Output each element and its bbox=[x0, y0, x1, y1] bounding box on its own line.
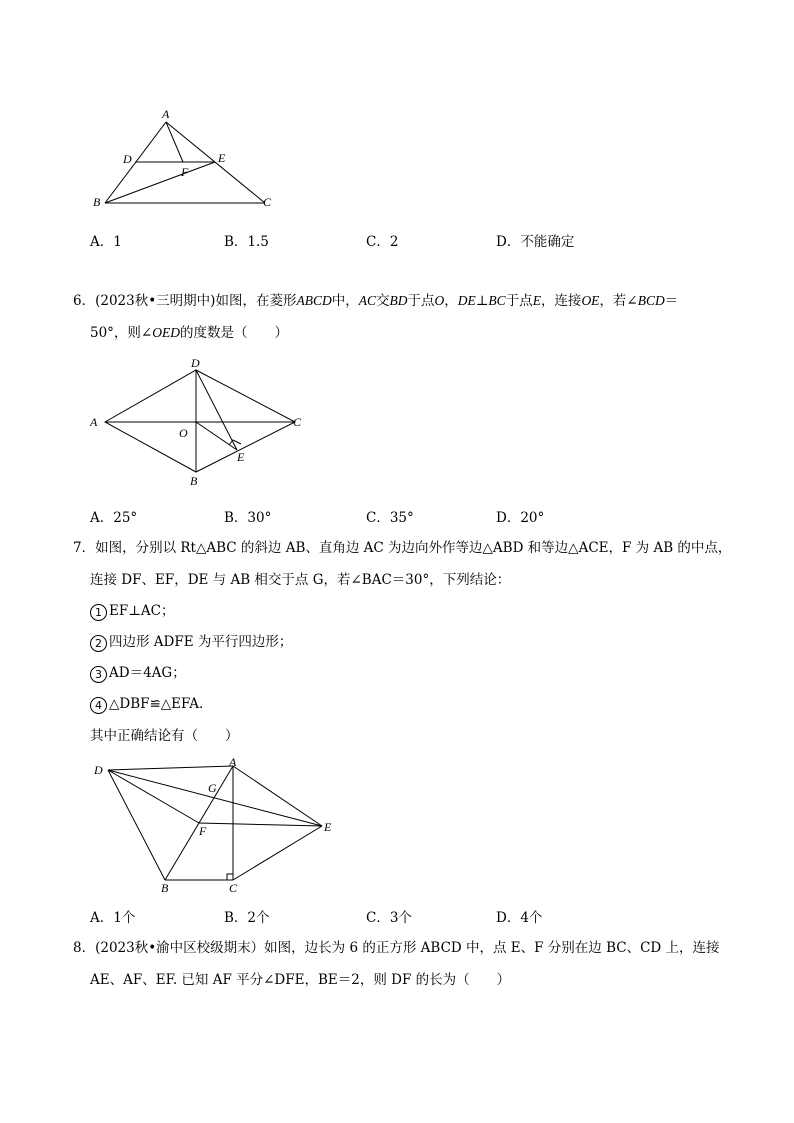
q6-line-oe bbox=[196, 422, 237, 450]
q7-figure bbox=[85, 752, 345, 897]
q6-var: OE bbox=[581, 293, 600, 308]
q5-label-b: B bbox=[93, 195, 101, 209]
q7-conclusion-text: AD＝4AG； bbox=[109, 665, 186, 681]
circled-number-2-icon: 2 bbox=[90, 635, 107, 652]
q6-var: ABCD bbox=[296, 293, 332, 308]
q6-var: E bbox=[532, 293, 541, 308]
q7-right-angle-mark bbox=[227, 874, 233, 880]
q5-label-d: D bbox=[123, 152, 132, 166]
q8-stem-text1: (2023秋•渝中区校级期末）如图，边长为 6 的正方形 ABCD 中，点 E、F 分别在边 BC、CD 上，连接 bbox=[95, 940, 720, 956]
q6-var: O bbox=[434, 293, 445, 308]
q6-label-e: E bbox=[237, 450, 245, 464]
q8-stem-line1 bbox=[73, 938, 720, 958]
q6-line-de bbox=[196, 370, 237, 450]
q8-stem-line2: AE、AF、EF. 已知 AF 平分∠DFE，BE＝2，则 DF 的长为（ ） bbox=[90, 972, 511, 988]
q7-line-de bbox=[108, 770, 322, 826]
circled-number-3-icon: 3 bbox=[90, 666, 107, 683]
q5-label-c: C bbox=[263, 195, 272, 209]
q5-option-b: B．1.5 bbox=[224, 234, 269, 250]
q6-right-angle-mark bbox=[229, 440, 241, 445]
q7-conclusion-text: 四边形 ADFE 为平行四边形； bbox=[109, 634, 293, 650]
q6-option-d: D．20° bbox=[496, 510, 545, 526]
q7-label-d: D bbox=[94, 763, 103, 777]
q6-var: OED bbox=[152, 325, 180, 340]
q6-label-b: B bbox=[190, 474, 198, 488]
q5-option-a: A．1 bbox=[90, 234, 122, 250]
q7-label-a: A bbox=[229, 755, 237, 769]
q6-var: BC bbox=[488, 293, 506, 308]
q5-label-a: A bbox=[162, 107, 170, 121]
q6-var: BCD bbox=[637, 293, 665, 308]
q6-text: 于点 bbox=[505, 293, 533, 309]
circled-number-1-icon: 1 bbox=[90, 604, 107, 621]
q6-option-b: B．30° bbox=[224, 510, 272, 526]
q5-label-f: F bbox=[181, 165, 189, 179]
q6-text: 交 bbox=[375, 293, 390, 309]
q7-label-g: G bbox=[208, 781, 217, 795]
q7-line-ce bbox=[233, 826, 322, 880]
q7-option-a: A．1个 bbox=[90, 910, 136, 926]
q6-var: DE bbox=[457, 293, 476, 308]
q5-option-c: C．2 bbox=[366, 234, 399, 250]
q7-conclusion-4 bbox=[90, 694, 203, 714]
q7-line-da bbox=[108, 766, 233, 770]
q7-ask: 其中正确结论有（ ） bbox=[90, 728, 239, 744]
q5-line-af bbox=[166, 122, 183, 162]
q6-text: 的度数是（ ） bbox=[180, 325, 288, 341]
q6-var: BD bbox=[389, 293, 408, 308]
q7-line-ae bbox=[233, 766, 322, 826]
q6-rhombus bbox=[105, 370, 295, 472]
q6-label-c: C bbox=[293, 415, 302, 429]
q6-option-c: C．35° bbox=[366, 510, 414, 526]
q7-label-b: B bbox=[161, 881, 169, 895]
q7-option-c: C．3个 bbox=[366, 910, 412, 926]
q7-conclusion-2 bbox=[90, 632, 292, 652]
q6-text: ， bbox=[444, 293, 458, 309]
q6-label-o: O bbox=[179, 426, 188, 440]
q6-var: AC bbox=[358, 293, 376, 308]
q6-text: ，若∠ bbox=[599, 293, 638, 309]
q7-line-fe bbox=[199, 823, 322, 826]
q6-source: (2023秋•三明期中) bbox=[95, 293, 216, 309]
q6-text: 50°，则∠ bbox=[90, 325, 153, 341]
q6-stem-line2 bbox=[90, 323, 288, 343]
circled-number-4-icon: 4 bbox=[90, 697, 107, 714]
q7-option-b: B．2个 bbox=[224, 910, 270, 926]
q5-label-e: E bbox=[218, 151, 226, 165]
q7-stem-line2: 连接 DF、EF，DE 与 AB 相交于点 G，若∠BAC＝30°，下列结论： bbox=[90, 572, 511, 588]
q7-label-f: F bbox=[199, 824, 207, 838]
q5-line-be bbox=[105, 162, 215, 203]
q6-text: ⊥ bbox=[475, 293, 489, 309]
q7-label-c: C bbox=[229, 881, 238, 895]
q6-text: 于点 bbox=[407, 293, 435, 309]
q5-option-d: D．不能确定 bbox=[496, 234, 575, 250]
q7-stem-text1: 如图，分别以 Rt△ABC 的斜边 AB、直角边 AC 为边向外作等边△ABD 和等边△ACE，F 为 AB 的中点， bbox=[95, 540, 732, 556]
q8-number: 8． bbox=[73, 940, 96, 956]
q7-conclusion-3 bbox=[90, 663, 186, 683]
q7-conclusion-text: EF⊥AC； bbox=[109, 603, 175, 619]
q6-stem-line1 bbox=[73, 291, 678, 311]
q7-stem-line1 bbox=[73, 538, 731, 558]
q7-number: 7． bbox=[73, 540, 96, 556]
q7-option-d: D．4个 bbox=[496, 910, 543, 926]
q6-text: ，连接 bbox=[540, 293, 582, 309]
q6-text: 中， bbox=[331, 293, 359, 309]
q6-text: ＝ bbox=[664, 293, 679, 309]
q6-text: 如图，在菱形 bbox=[215, 293, 297, 309]
q5-figure bbox=[85, 100, 285, 215]
q7-conclusion-1 bbox=[90, 601, 175, 621]
q6-figure bbox=[85, 355, 315, 490]
q6-option-a: A．25° bbox=[90, 510, 138, 526]
q6-label-d: D bbox=[191, 356, 200, 370]
q6-label-a: A bbox=[90, 415, 98, 429]
q7-conclusion-text: △DBF≌△EFA. bbox=[109, 696, 204, 712]
q7-label-e: E bbox=[324, 820, 332, 834]
q6-number: 6． bbox=[73, 293, 96, 309]
